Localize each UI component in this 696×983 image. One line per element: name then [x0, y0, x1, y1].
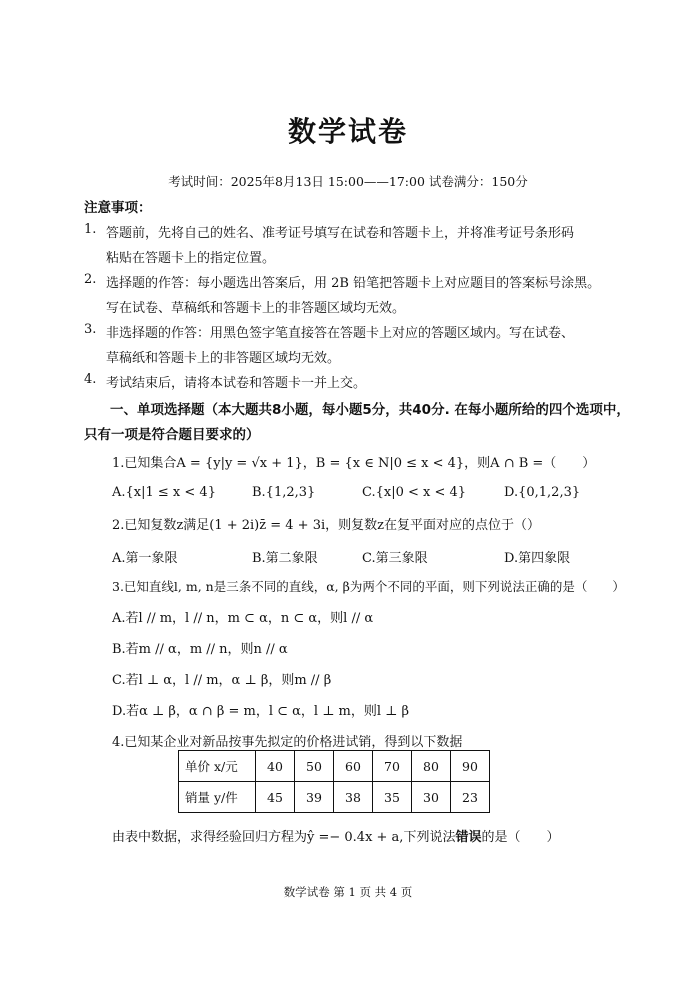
q2-stem: 2.已知复数z满足(1 + 2i)z̄ = 4 + 3i，则复数z在复平面对应的点位于（） — [112, 518, 540, 533]
q2-option-c: C.第三象限 — [362, 551, 428, 566]
note-3-num: 3. — [84, 322, 97, 337]
table-row — [179, 782, 490, 813]
note-2-line2: 写在试卷、草稿纸和答题卡上的非答题区域均无效。 — [106, 301, 406, 316]
q4-followup — [112, 826, 559, 845]
q1-option-d: D.{0,1,2,3} — [504, 485, 581, 500]
q3-option-c: C.若l ⊥ α，l // m，α ⊥ β，则m // β — [112, 673, 332, 688]
table-cell: 30 — [412, 782, 451, 813]
price-sales-table — [178, 750, 490, 813]
table-cell: 39 — [295, 782, 334, 813]
table-cell: 50 — [295, 751, 334, 782]
q1-stem: 1.已知集合A = {y|y = √x + 1}，B = {x ∈ N|0 ≤ x < 4}，则A ∩ B =（ ） — [112, 456, 596, 471]
table-cell: 80 — [412, 751, 451, 782]
note-4-num: 4. — [84, 372, 97, 387]
table-row-label: 单价 x/元 — [179, 751, 256, 782]
table-cell: 38 — [334, 782, 373, 813]
q4-followup-post: 的是（ ） — [481, 830, 560, 845]
table-cell: 45 — [256, 782, 295, 813]
q2-option-d: D.第四象限 — [504, 551, 571, 566]
q1-option-c: C.{x|0 < x < 4} — [362, 485, 467, 500]
section1-heading-line1: 一、单项选择题（本大题共8小题，每小题5分，共40分. 在每小题所给的四个选项中， — [110, 402, 630, 418]
q3-option-b: B.若m // α，m // n，则n // α — [112, 642, 288, 657]
note-1-num: 1. — [84, 222, 97, 237]
table-cell: 90 — [451, 751, 490, 782]
q4-followup-emphasis: 错误 — [455, 830, 482, 845]
note-2-line1: 选择题的作答：每小题选出答案后，用 2B 铅笔把答题卡上对应题目的答案标号涂黑。 — [106, 276, 601, 291]
table-row-label: 销量 y/件 — [179, 782, 256, 813]
page-footer: 数学试卷 第 1 页 共 4 页 — [283, 885, 413, 899]
section1-heading-line2: 只有一项是符合题目要求的） — [84, 427, 260, 443]
note-3-line1: 非选择题的作答：用黑色签字笔直接答在答题卡上对应的答题区域内。写在试卷、 — [106, 326, 575, 341]
note-4-line1: 考试结束后，请将本试卷和答题卡一并上交。 — [106, 376, 367, 391]
note-2-num: 2. — [84, 272, 97, 287]
table-cell: 60 — [334, 751, 373, 782]
notes-heading: 注意事项： — [84, 200, 152, 216]
exam-info: 考试时间：2025年8月13日 15:00——17:00 试卷满分：150分 — [168, 174, 528, 189]
table-cell: 40 — [256, 751, 295, 782]
q3-option-d: D.若α ⊥ β，α ∩ β = m，l ⊂ α，l ⊥ m，则l ⊥ β — [112, 704, 410, 719]
table-cell: 23 — [451, 782, 490, 813]
q3-stem: 3.已知直线l, m, n是三条不同的直线，α, β为两个不同的平面，则下列说法正确的是（ ） — [112, 579, 625, 594]
table-row — [179, 751, 490, 782]
q1-option-a: A.{x|1 ≤ x < 4} — [112, 485, 216, 500]
note-1-line2: 粘贴在答题卡上的指定位置。 — [106, 251, 276, 266]
q2-option-a: A.第一象限 — [112, 551, 178, 566]
note-3-line2: 草稿纸和答题卡上的非答题区域均无效。 — [106, 351, 341, 366]
table-cell: 70 — [373, 751, 412, 782]
note-1-line1: 答题前，先将自己的姓名、准考证号填写在试卷和答题卡上，并将准考证号条形码 — [106, 226, 575, 241]
page-title: 数学试卷 — [287, 115, 408, 148]
q1-option-b: B.{1,2,3} — [252, 485, 316, 500]
q2-option-b: B.第二象限 — [252, 551, 318, 566]
q4-followup-pre: 由表中数据，求得经验回归方程为ŷ =− 0.4x + a,下列说法 — [112, 830, 456, 845]
table-cell: 35 — [373, 782, 412, 813]
q4-stem: 4.已知某企业对新品按事先拟定的价格进试销，得到以下数据 — [112, 735, 463, 750]
q3-option-a: A.若l // m，l // n，m ⊂ α，n ⊂ α，则l // α — [112, 611, 374, 626]
